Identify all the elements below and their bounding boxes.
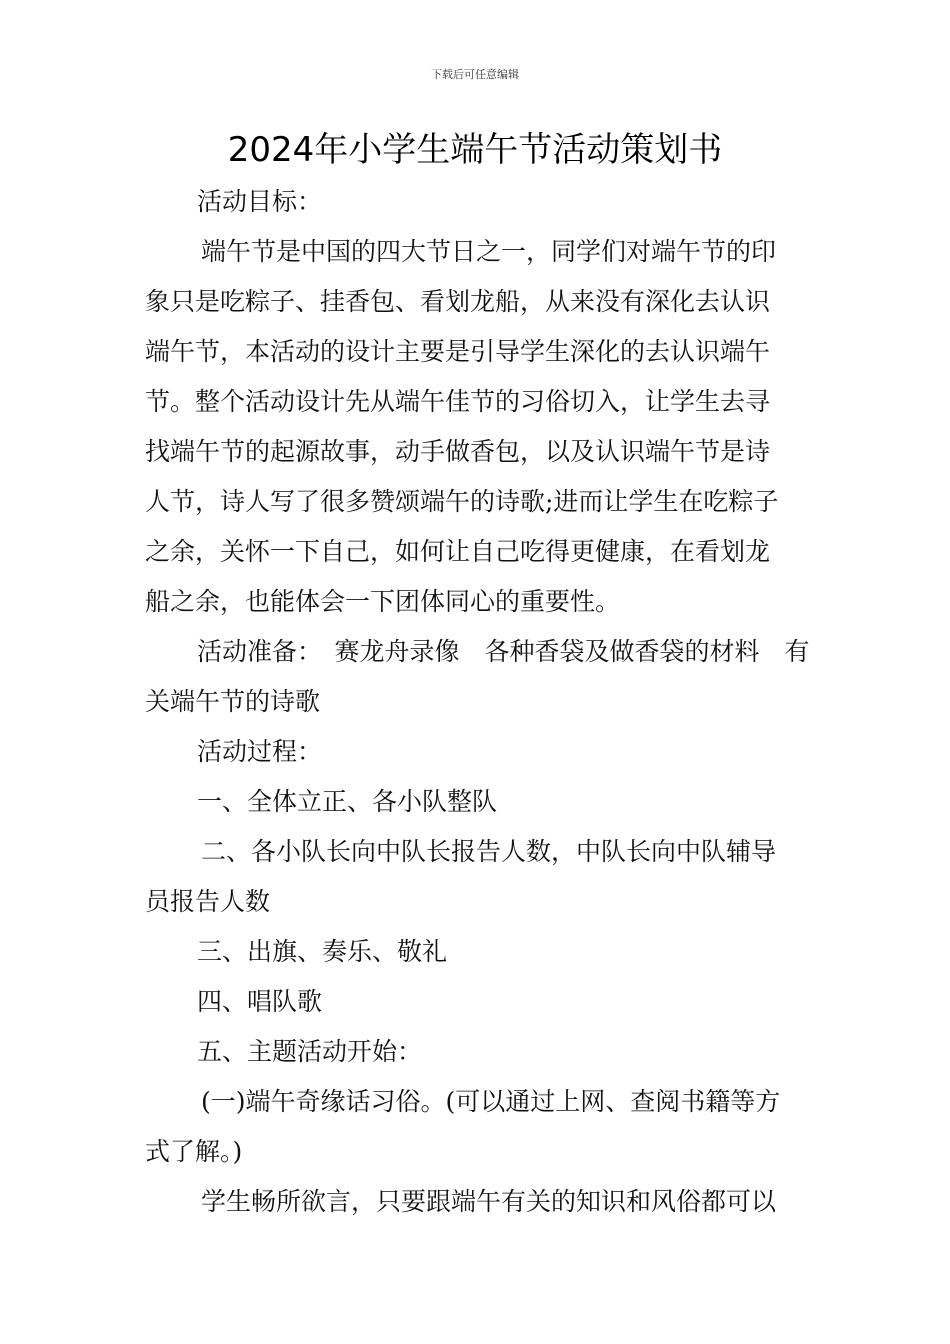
paragraph-line: 学生畅所欲言，只要跟端午有关的知识和风俗都可以 xyxy=(201,1187,777,1216)
paragraph-line-prep: 关端午节的诗歌 xyxy=(145,687,321,716)
paragraph-line-prep: 活动准备： 赛龙舟录像 各种香袋及做香袋的材料 有 xyxy=(197,637,810,666)
process-step: 员报告人数 xyxy=(145,887,271,916)
sub-step: 式了解。) xyxy=(145,1137,243,1166)
header-note: 下载后可任意编辑 xyxy=(431,68,519,81)
paragraph-line: 船之余，也能体会一下团体同心的重要性。 xyxy=(145,587,621,616)
document-body xyxy=(145,177,810,1227)
paragraph-line: 找端午节的起源故事，动手做香包，以及认识端午节是诗 xyxy=(145,437,771,466)
paragraph-line: 端午节是中国的四大节日之一，同学们对端午节的印 xyxy=(201,237,777,266)
paragraph-line: 节。整个活动设计先从端午佳节的习俗切入，让学生去寻 xyxy=(145,387,771,416)
paragraph-line: 人节，诗人写了很多赞颂端午的诗歌;进而让学生在吃粽子 xyxy=(145,487,779,516)
section-heading-goal: 活动目标： xyxy=(197,187,323,216)
process-step: 二、各小队长向中队长报告人数，中队长向中队辅导 xyxy=(201,837,777,866)
paragraph-line: 之余，关怀一下自己，如何让自己吃得更健康，在看划龙 xyxy=(145,537,771,566)
paragraph-line: 端午节，本活动的设计主要是引导学生深化的去认识端午 xyxy=(145,337,771,366)
process-step: 五、主题活动开始： xyxy=(197,1037,423,1066)
process-step: 一、全体立正、各小队整队 xyxy=(197,787,498,816)
paragraph-line: 象只是吃粽子、挂香包、看划龙船，从来没有深化去认识 xyxy=(145,287,771,316)
process-step: 三、出旗、奏乐、敬礼 xyxy=(197,937,448,966)
sub-step: (一)端午奇缘话习俗。(可以通过上网、查阅书籍等方 xyxy=(201,1087,781,1116)
section-heading-process: 活动过程： xyxy=(197,737,323,766)
process-step: 四、唱队歌 xyxy=(197,987,323,1016)
document-title: 2024年小学生端午节活动策划书 xyxy=(227,130,723,170)
